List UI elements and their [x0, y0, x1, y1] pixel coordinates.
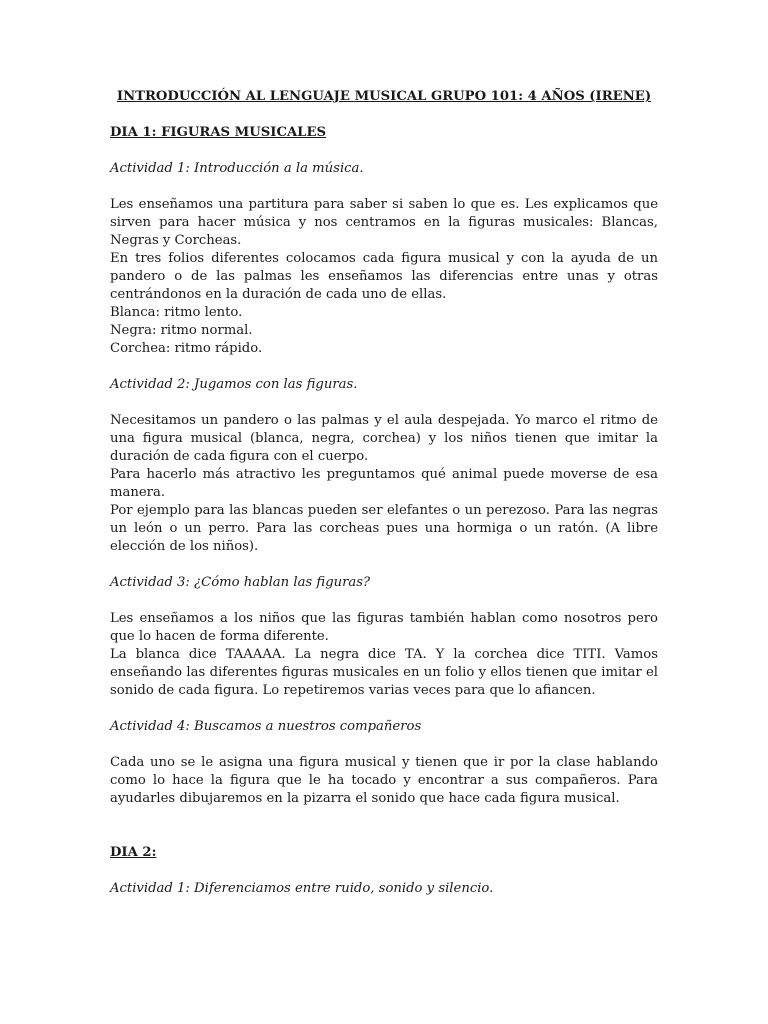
day1-activity1-line-blanca: Blanca: ritmo lento.	[110, 305, 243, 320]
day1-activity1-line-negra: Negra: ritmo normal.	[110, 323, 253, 338]
day1-activity4-paragraph1: Cada uno se le asigna una figura musical y tienen que ir por la clase hablando como lo hace la figura que le ha tocado y encontrar a sus compañeros. Para ayudarles dibujaremos en la pizarra el sonido que hace cada figura musical.	[110, 755, 658, 806]
day1-activity2-paragraph1: Necesitamos un pandero o las palmas y el aula despejada. Yo marco el ritmo de una figura musical (blanca, negra, corchea) y los niños tienen que imitar la duración de cada figura con el cuerpo.	[110, 413, 658, 464]
day1-activity3-paragraph1: Les enseñamos a los niños que las figuras también hablan como nosotros pero que lo hacen de forma diferente.	[110, 611, 658, 644]
day2-activity1-title: Actividad 1: Diferenciamos entre ruido, sonido y silencio.	[110, 881, 494, 896]
day1-activity3-title: Actividad 3: ¿Cómo hablan las figuras?	[110, 575, 371, 590]
day1-activity1-line-corchea: Corchea: ritmo rápido.	[110, 341, 263, 356]
day1-activity1-paragraph1: Les enseñamos una partitura para saber si saben lo que es. Les explicamos que sirven para hacer música y nos centramos en la figuras musicales: Blancas, Negras y Corcheas.	[110, 197, 658, 248]
document-title: INTRODUCCIÓN AL LENGUAJE MUSICAL GRUPO 101: 4 AÑOS (IRENE)	[116, 89, 652, 104]
day1-activity1-title: Actividad 1: Introducción a la música.	[110, 161, 364, 176]
day1-heading: DIA 1: FIGURAS MUSICALES	[110, 125, 327, 140]
day1-activity2-title: Actividad 2: Jugamos con las figuras.	[110, 377, 358, 392]
day1-activity4-title: Actividad 4: Buscamos a nuestros compañeros	[110, 719, 422, 734]
document-page	[110, 88, 658, 898]
day1-activity2-paragraph2: Para hacerlo más atractivo les preguntamos qué animal puede moverse de esa manera.	[110, 467, 658, 500]
day1-activity1-paragraph2: En tres folios diferentes colocamos cada figura musical y con la ayuda de un pandero o de las palmas les enseñamos las diferencias entre unas y otras centrándonos en la duración de cada uno de ellas.	[110, 251, 658, 302]
day1-activity2-paragraph3: Por ejemplo para las blancas pueden ser elefantes o un perezoso. Para las negras un león o un perro. Para las corcheas pues una hormiga o un ratón. (A libre elección de los niños).	[110, 503, 658, 554]
day2-heading: DIA 2:	[110, 845, 157, 860]
day1-activity3-paragraph2: La blanca dice TAAAAA. La negra dice TA. Y la corchea dice TITI. Vamos enseñando las diferentes figuras musicales en un folio y ellos tienen que imitar el sonido de cada figura. Lo repetiremos varias veces para que lo afiancen.	[110, 647, 658, 698]
